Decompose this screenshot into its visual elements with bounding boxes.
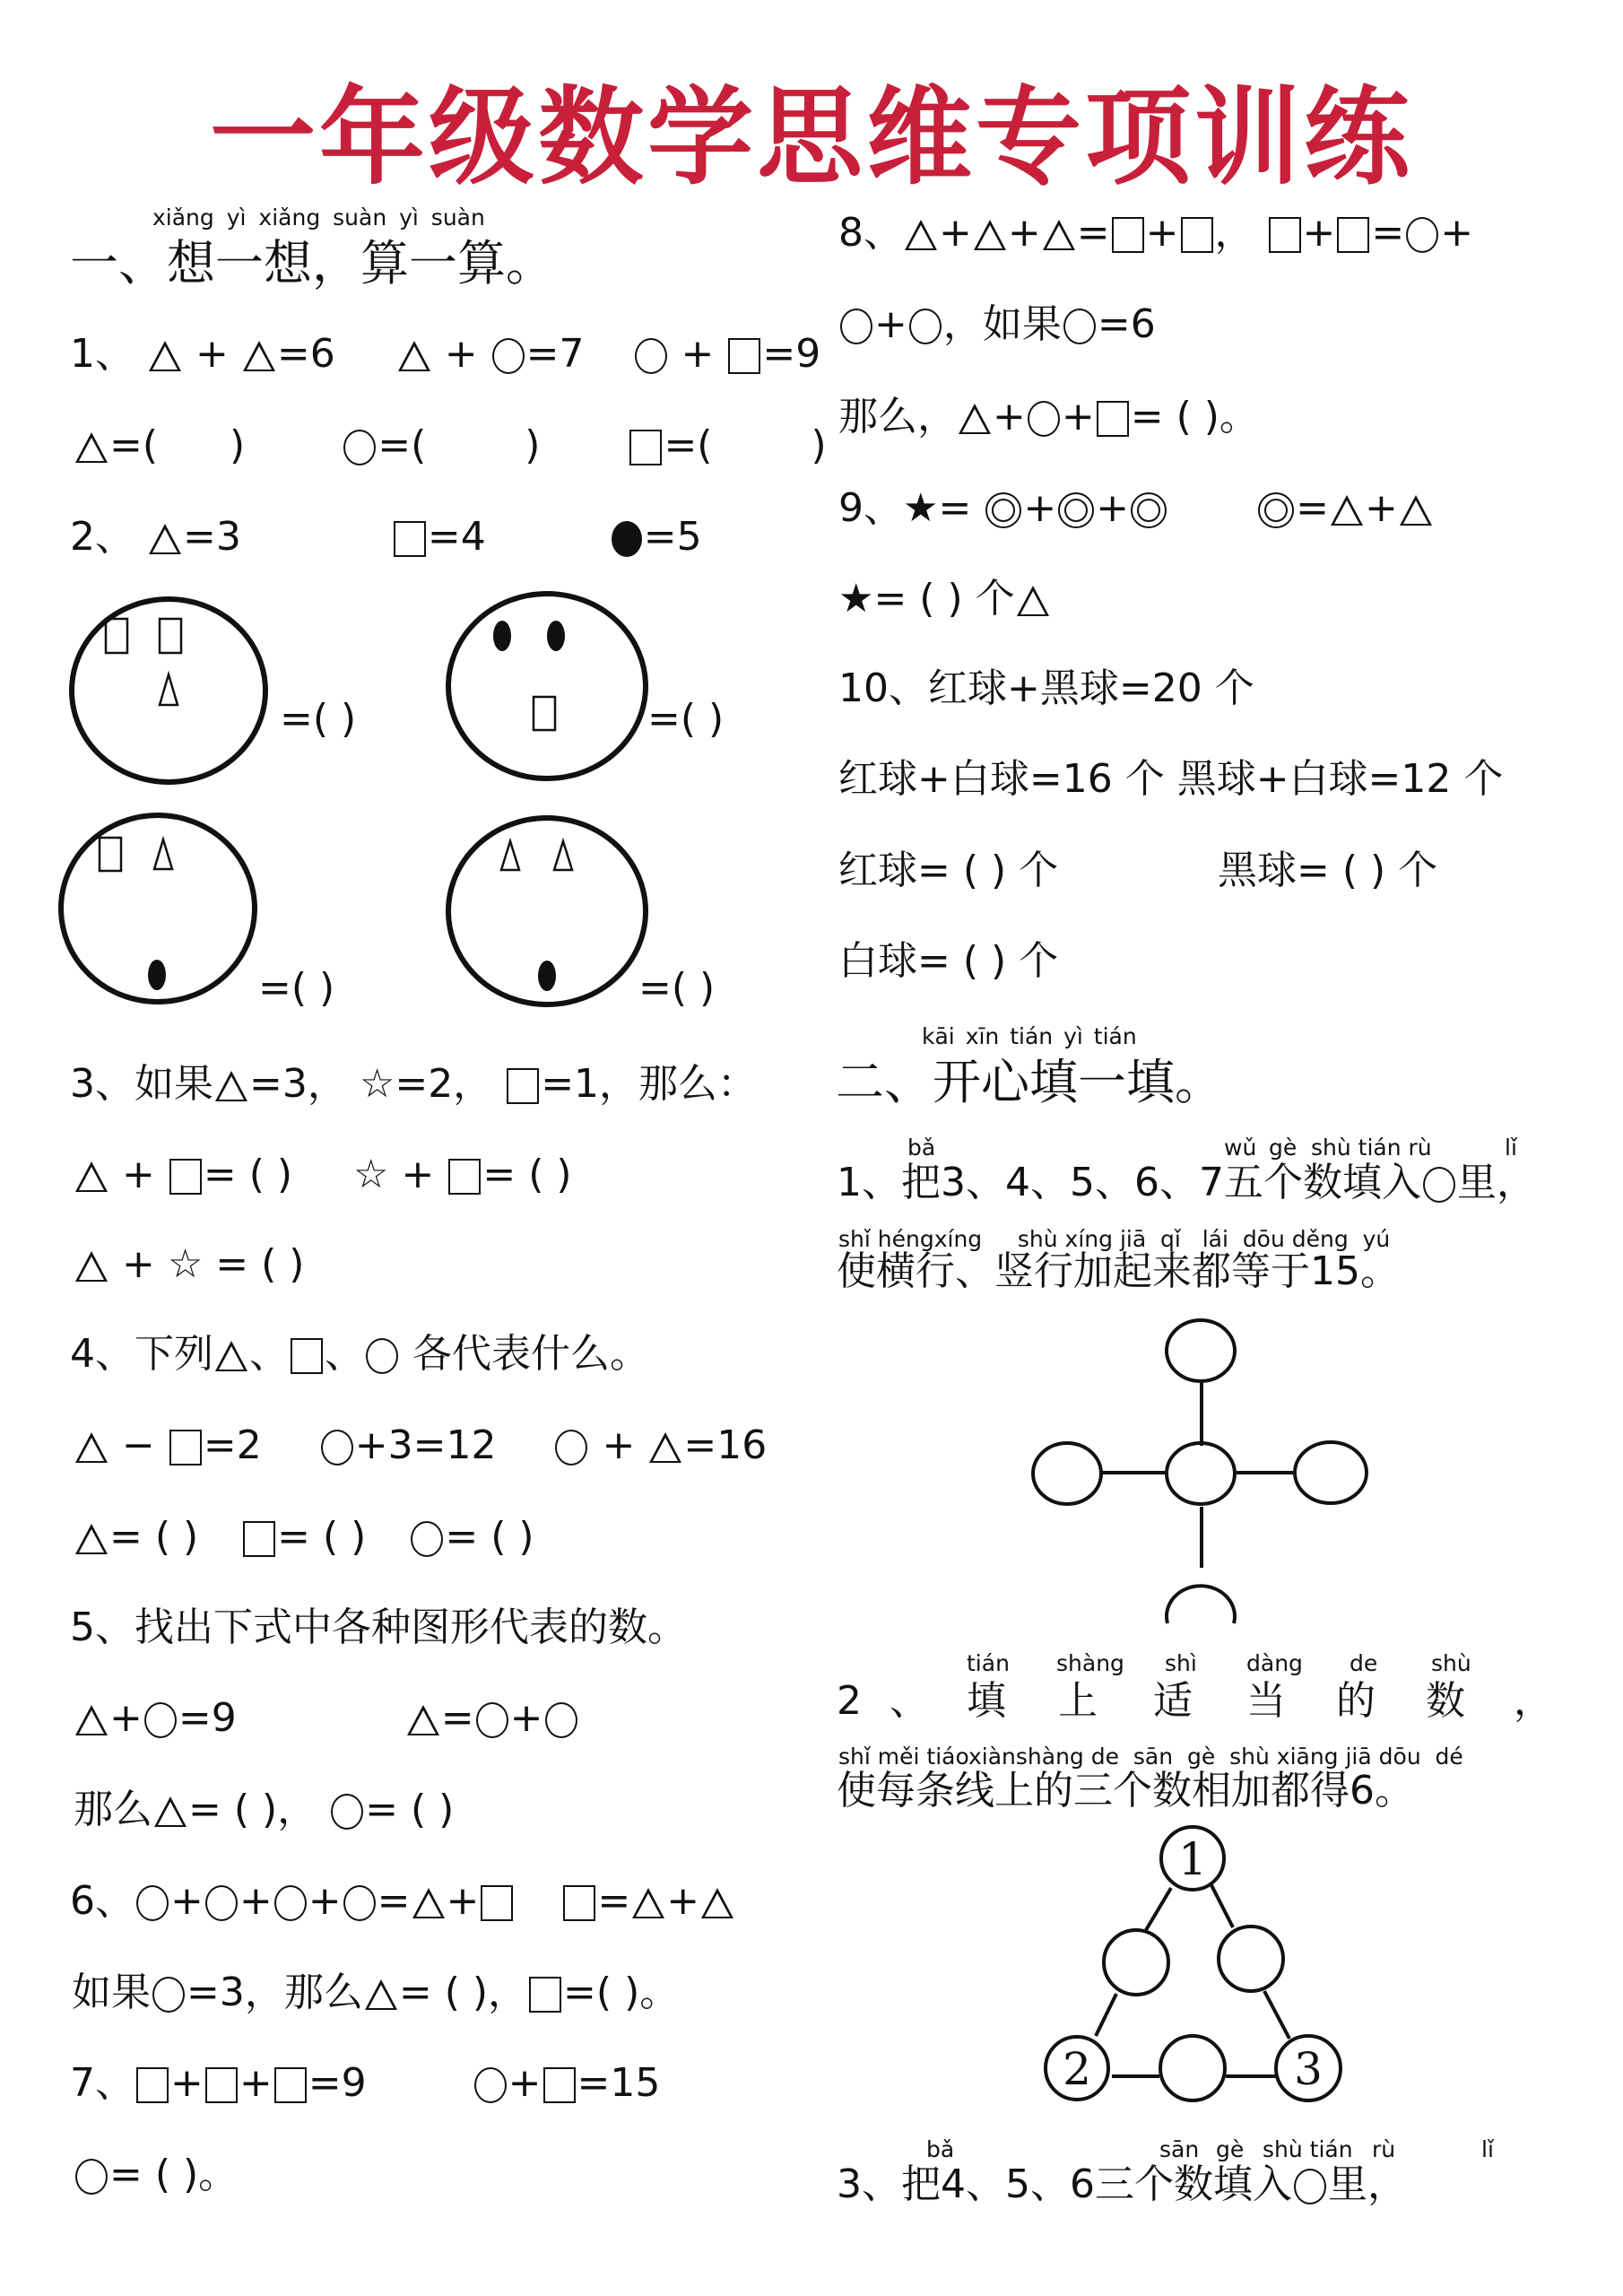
q2-line1-char: 、 bbox=[890, 1678, 929, 1724]
problem-8-line3: 那么， + + = ( )。 bbox=[838, 394, 1259, 439]
q2-line1-char: 的 bbox=[1336, 1678, 1376, 1724]
problem-8-line1: 8、 + + = + ， + = + bbox=[838, 210, 1474, 256]
q3-line1: 3、把4、5、6三个数填入 里， bbox=[837, 2161, 1407, 2207]
q2-pinyin: tián bbox=[967, 1650, 1010, 1676]
problem-5-answers: 那么 = ( )， = ( ) bbox=[74, 1787, 455, 1832]
problem-5-equations: + =9 = + bbox=[74, 1693, 579, 1744]
q2-pinyin: de bbox=[1350, 1650, 1378, 1676]
problem-6-equations: 6、 + + + = + = + bbox=[70, 1876, 735, 1926]
problem-2-values: 2、 =3 =4 =5 bbox=[70, 514, 702, 560]
problem-3-q1: + = ( ) ☆ + = ( ) bbox=[74, 1150, 572, 1200]
q1-pinyin-li: lǐ bbox=[1505, 1135, 1517, 1161]
problem-10-black-answer[interactable]: 黑球= ( ) 个 bbox=[1218, 848, 1438, 893]
answer-blank[interactable]: = ( )， bbox=[188, 1787, 317, 1832]
answer-blank[interactable]: = ( ) bbox=[277, 1514, 367, 1560]
answer-blank[interactable]: = ( )。 bbox=[1130, 394, 1259, 439]
problem-4-equations: − =2 +3=12 + =16 bbox=[74, 1421, 767, 1471]
problem-6-answers: 如果 =3，那么 = ( )， =( )。 bbox=[72, 1970, 680, 2015]
q1-pinyin-wu: wǔ bbox=[1224, 1135, 1257, 1161]
star-icon: ★ bbox=[903, 485, 939, 531]
q3-pinyin: lǐ bbox=[1481, 2136, 1494, 2162]
answer-blank[interactable]: ) bbox=[230, 422, 246, 468]
q1-line1: 1、把3、4、5、6、7五个数填入 里， bbox=[837, 1160, 1536, 1205]
problem-10-red-answer[interactable]: 红球= ( ) 个 bbox=[838, 848, 1059, 893]
problem-number: 1、 bbox=[70, 331, 135, 377]
q2-line1-char: 上 bbox=[1058, 1678, 1098, 1724]
problem-4-prompt: 4、下列 、 、 各代表什么。 bbox=[70, 1331, 649, 1377]
triangle-label-1: 1 bbox=[1178, 1833, 1207, 1885]
q2-line1-char: ， bbox=[1514, 1678, 1553, 1724]
q1-pinyin-ba: bǎ bbox=[907, 1135, 936, 1161]
problem-3-given: 3、如果 =3， ☆=2， =1，那么： bbox=[70, 1061, 758, 1107]
triangle-node-bottom-mid[interactable] bbox=[1160, 2036, 1225, 2100]
q1-pinyin-shu: shù tián rù bbox=[1311, 1135, 1432, 1161]
circle-icon bbox=[1294, 2169, 1326, 2205]
answer-blank[interactable]: = ( ) bbox=[203, 1152, 293, 1197]
q3-pinyin: gè bbox=[1216, 2136, 1245, 2162]
q3-pinyin: bǎ bbox=[926, 2136, 955, 2162]
q2-pinyin: shù bbox=[1431, 1650, 1471, 1676]
triangle-node-right-mid[interactable] bbox=[1219, 1926, 1283, 1991]
q3-pinyin: shù tián bbox=[1263, 2136, 1353, 2162]
answer-blank[interactable]: ) bbox=[525, 422, 541, 468]
page-title: 一年级数学思维专项训练 bbox=[209, 75, 1413, 199]
answer-blank[interactable]: = ( ) bbox=[482, 1152, 572, 1197]
problem-9-line1: 9、★= + + = + bbox=[838, 483, 1434, 534]
answer-blank[interactable]: = ( ) bbox=[109, 1514, 199, 1560]
face-3-answer[interactable]: =( ) bbox=[258, 965, 335, 1011]
q3-pinyin: rù bbox=[1372, 2136, 1396, 2162]
problem-10-white-answer[interactable]: 白球= ( ) 个 bbox=[838, 938, 1059, 984]
face-4-answer[interactable]: =( ) bbox=[638, 965, 716, 1011]
q2-pinyin2: shǐ měi tiáoxiànshàng de sān gè shù xiāng jiā dōu dé bbox=[838, 1744, 1463, 1770]
face-2-answer[interactable]: =( ) bbox=[647, 696, 725, 742]
q2-line1-char: 数 bbox=[1426, 1678, 1465, 1724]
section1-header: 一、想一想，算一算。 bbox=[70, 235, 554, 291]
q3-pinyin: sān bbox=[1159, 2136, 1200, 2162]
triangle-label-3: 3 bbox=[1294, 2043, 1323, 2095]
q2-line1-char: 填 bbox=[967, 1678, 1006, 1724]
problem-5-prompt: 5、找出下式中各种图形代表的数。 bbox=[70, 1605, 687, 1650]
problem-7-equations: 7、 + + =9 + =15 bbox=[70, 2060, 661, 2106]
q2-line1-char: 当 bbox=[1246, 1678, 1286, 1724]
problem-10-line2: 红球+白球=16 个 黑球+白球=12 个 bbox=[838, 756, 1504, 802]
answer-blank[interactable]: + ☆ = ( ) bbox=[122, 1241, 305, 1287]
q2-line2: 使每条线上的三个数相加都得6。 bbox=[837, 1768, 1414, 1813]
triangle-label-2: 2 bbox=[1063, 2043, 1091, 2095]
answer-blank[interactable]: = ( )， bbox=[398, 1970, 528, 2015]
q2-pinyin: shàng bbox=[1056, 1650, 1124, 1676]
problem-1-answers: =( ) =( ) =( ) bbox=[74, 421, 827, 471]
q2-line1-char: 适 bbox=[1153, 1678, 1193, 1724]
q1-pinyin2: shǐ héngxíng shù xíng jiā qǐ lái dōu děng yú bbox=[838, 1226, 1391, 1252]
section2-header: 二、开心填一填。 bbox=[836, 1054, 1223, 1110]
problem-8-line2: + ，如果 =6 bbox=[838, 300, 1156, 350]
answer-blank[interactable]: = ( ) bbox=[445, 1514, 534, 1560]
problem-10-line1: 10、红球+黑球=20 个 bbox=[838, 665, 1254, 711]
answer-blank[interactable]: =( )。 bbox=[563, 1970, 680, 2015]
answer-blank[interactable]: ★= ( ) 个 bbox=[838, 576, 1015, 622]
answer-blank[interactable]: ) bbox=[811, 422, 827, 468]
triangle-node-left-mid[interactable] bbox=[1104, 1930, 1168, 1995]
problem-1-equations: 1、 + =6 + =7 + =9 bbox=[70, 331, 821, 377]
section2-pinyin: kāi xīn tián yì tián bbox=[922, 1023, 1137, 1049]
section1-pinyin: xiǎng yì xiǎng suàn yì suàn bbox=[152, 204, 485, 230]
q2-pinyin: shì bbox=[1165, 1650, 1197, 1676]
q2-line1-num: 2 bbox=[837, 1678, 862, 1724]
answer-blank[interactable]: = ( ) bbox=[365, 1787, 455, 1832]
q1-line2: 使横行、竖行加起来都等于15。 bbox=[837, 1248, 1400, 1294]
q1-pinyin-ge: gè bbox=[1269, 1135, 1298, 1161]
q2-pinyin: dàng bbox=[1246, 1650, 1303, 1676]
answer-blank[interactable]: = ( )。 bbox=[109, 2152, 239, 2197]
face-1-answer[interactable]: =( ) bbox=[280, 696, 357, 742]
